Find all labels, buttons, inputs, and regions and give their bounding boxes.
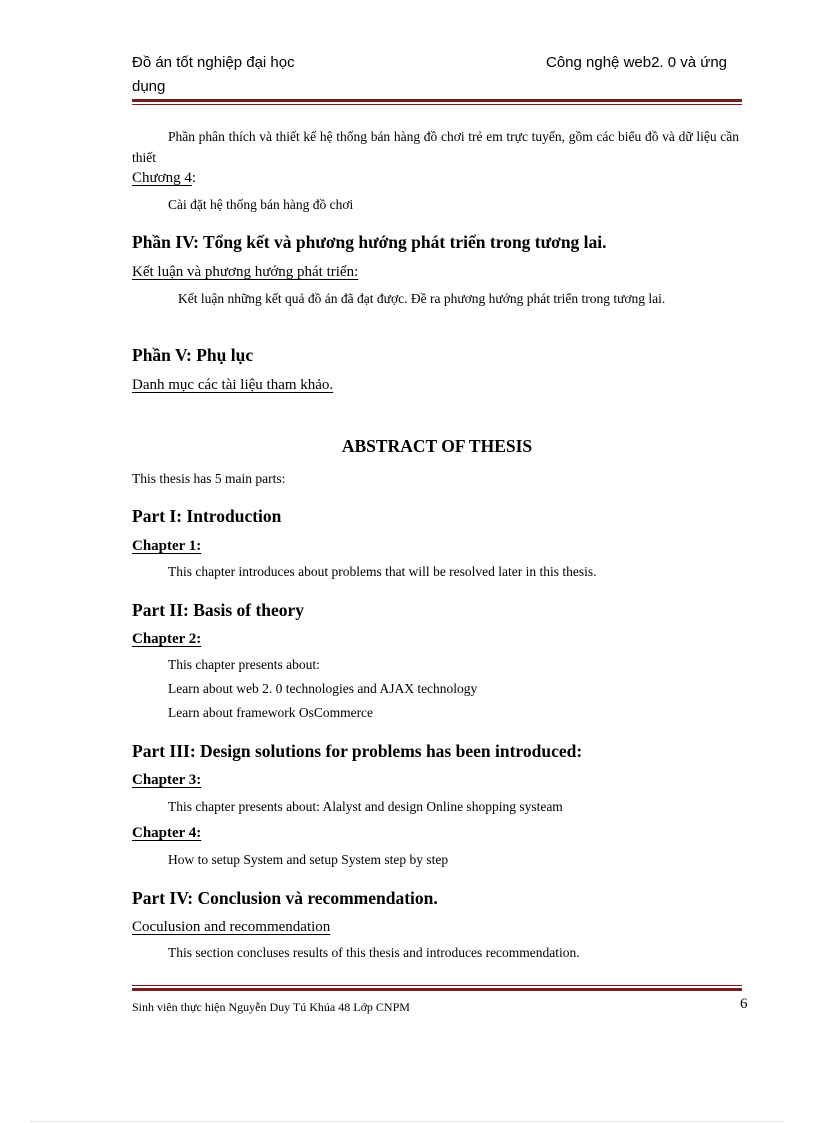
header-title-left: Đồ án tốt nghiệp đại học <box>132 54 295 71</box>
chapter2-heading: Chapter 2: <box>132 631 202 647</box>
conclusion-heading: Coculusion and recommendation <box>132 919 331 935</box>
footer-author: Sinh viên thực hiện Nguyễn Duy Tú Khúa 48 Lớp CNPM <box>132 1000 410 1014</box>
abstract-title: ABSTRACT OF THESIS <box>341 436 533 456</box>
chapter3-text: This chapter presents about: Alalyst and design Online shopping systeam <box>168 799 563 814</box>
vn-part4-title: Phần IV: Tổng kết và phương hướng phát triển trong tương lai. <box>132 232 607 252</box>
page-edge-divider <box>30 1121 786 1122</box>
footer-rule-thick <box>132 988 742 991</box>
chapter4-text: How to setup System and setup System step by step <box>168 852 449 867</box>
conclusion-text: This section concluses results of this thesis and introduces recommendation. <box>168 945 580 960</box>
vn-chapter4-heading <box>132 170 196 187</box>
header-title-right: Công nghệ web2. 0 và ứng <box>546 54 728 71</box>
part3-title: Part III: Design solutions for problems has been introduced: <box>132 741 583 761</box>
chapter2-line: This chapter presents about: <box>168 657 320 672</box>
vn-chapter4-text: Cài đặt hệ thống bán hàng đồ chơi <box>168 197 354 212</box>
chapter3-heading: Chapter 3: <box>132 772 202 788</box>
header-title-left-continued: dụng <box>132 78 166 95</box>
footer-rule-thin <box>132 985 742 986</box>
vn-conclusion-paragraph: Kết luận những kết quả đồ án đã đạt được. Đề ra phương hướng phát triển trong tương lai. <box>178 291 666 306</box>
header-rule-thin <box>132 104 742 105</box>
chapter4-heading: Chapter 4: <box>132 825 202 841</box>
part4-title: Part IV: Conclusion và recommendation. <box>132 888 438 908</box>
header-rule-thick <box>132 99 742 102</box>
part2-title: Part II: Basis of theory <box>132 600 305 620</box>
vn-references-heading: Danh mục các tài liệu tham khảo. <box>132 377 334 393</box>
chapter1-text: This chapter introduces about problems that will be resolved later in this thesis. <box>168 564 597 579</box>
page-number: 6 <box>740 996 748 1012</box>
part1-title: Part I: Introduction <box>132 506 282 526</box>
chapter1-heading: Chapter 1: <box>132 538 202 554</box>
chapter2-line: Learn about framework OsCommerce <box>168 705 374 720</box>
abstract-intro: This thesis has 5 main parts: <box>132 471 286 486</box>
vn-part5-title: Phần V: Phụ lục <box>132 345 254 365</box>
chapter2-line: Learn about web 2. 0 technologies and AJAX technology <box>168 681 478 696</box>
vn-conclusion-heading: Kết luận và phương hướng phát triển: <box>132 264 359 280</box>
vn-chapter4-colon: : <box>191 170 196 186</box>
vn-intro-paragraph: Phần phân thích và thiết kế hệ thống bán hàng đồ chơi trẻ em trực tuyến, gồm các biểu đồ và dữ liệu cần thiết <box>132 129 739 165</box>
vn-chapter4-label: Chương 4 <box>132 170 192 186</box>
